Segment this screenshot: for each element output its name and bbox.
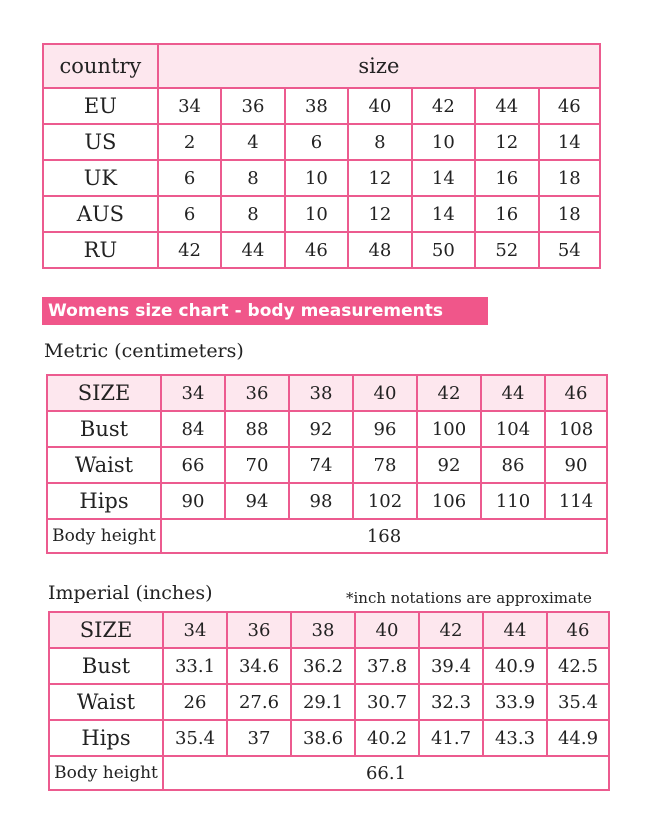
value-cell: 36.2 xyxy=(291,648,355,684)
metric-body-height-row xyxy=(47,519,607,553)
size-cell: 36 xyxy=(221,88,284,124)
size-cell: 54 xyxy=(539,232,600,268)
value-cell: 96 xyxy=(353,411,417,447)
value-cell: 34 xyxy=(161,375,225,411)
value-cell: 90 xyxy=(161,483,225,519)
imperial-size-row xyxy=(49,612,609,648)
value-cell: 40 xyxy=(353,375,417,411)
size-cell: 14 xyxy=(412,196,475,232)
row-label: Waist xyxy=(47,447,161,483)
metric-measurements-table xyxy=(46,374,608,554)
value-cell: 42 xyxy=(419,612,483,648)
size-cell: 42 xyxy=(158,232,221,268)
row-label: SIZE xyxy=(49,612,163,648)
value-cell: 32.3 xyxy=(419,684,483,720)
metric-heading: Metric (centimeters) xyxy=(44,340,244,362)
value-cell: 36 xyxy=(227,612,291,648)
size-cell: 14 xyxy=(412,160,475,196)
size-cell: 40 xyxy=(348,88,411,124)
value-cell: 46 xyxy=(545,375,607,411)
imperial-hips-row xyxy=(49,720,609,756)
body-height-value: 168 xyxy=(161,519,607,553)
value-cell: 44 xyxy=(481,375,545,411)
country-cell: RU xyxy=(43,232,158,268)
value-cell: 39.4 xyxy=(419,648,483,684)
value-cell: 40.2 xyxy=(355,720,419,756)
size-cell: 16 xyxy=(475,196,538,232)
size-cell: 50 xyxy=(412,232,475,268)
value-cell: 35.4 xyxy=(547,684,609,720)
row-label: Hips xyxy=(49,720,163,756)
value-cell: 38 xyxy=(291,612,355,648)
size-cell: 2 xyxy=(158,124,221,160)
value-cell: 37 xyxy=(227,720,291,756)
row-label: SIZE xyxy=(47,375,161,411)
value-cell: 98 xyxy=(289,483,353,519)
size-header: size xyxy=(158,44,600,88)
conversion-row-us xyxy=(43,124,600,160)
value-cell: 106 xyxy=(417,483,481,519)
size-cell: 12 xyxy=(475,124,538,160)
value-cell: 92 xyxy=(289,411,353,447)
size-cell: 8 xyxy=(221,160,284,196)
value-cell: 74 xyxy=(289,447,353,483)
value-cell: 37.8 xyxy=(355,648,419,684)
size-cell: 38 xyxy=(285,88,348,124)
size-cell: 12 xyxy=(348,196,411,232)
value-cell: 90 xyxy=(545,447,607,483)
size-cell: 8 xyxy=(221,196,284,232)
size-cell: 44 xyxy=(475,88,538,124)
size-cell: 6 xyxy=(158,196,221,232)
body-height-label: Body height xyxy=(49,756,163,790)
value-cell: 38.6 xyxy=(291,720,355,756)
value-cell: 92 xyxy=(417,447,481,483)
country-cell: US xyxy=(43,124,158,160)
value-cell: 35.4 xyxy=(163,720,227,756)
value-cell: 102 xyxy=(353,483,417,519)
country-cell: EU xyxy=(43,88,158,124)
value-cell: 46 xyxy=(547,612,609,648)
value-cell: 86 xyxy=(481,447,545,483)
value-cell: 88 xyxy=(225,411,289,447)
conversion-row-aus xyxy=(43,196,600,232)
value-cell: 34.6 xyxy=(227,648,291,684)
value-cell: 33.9 xyxy=(483,684,547,720)
size-cell: 10 xyxy=(412,124,475,160)
value-cell: 36 xyxy=(225,375,289,411)
size-cell: 10 xyxy=(285,196,348,232)
imperial-measurements-table xyxy=(48,611,610,791)
country-cell: AUS xyxy=(43,196,158,232)
value-cell: 40 xyxy=(355,612,419,648)
imperial-body-height-row xyxy=(49,756,609,790)
value-cell: 44 xyxy=(483,612,547,648)
imperial-note: *inch notations are approximate xyxy=(346,589,592,607)
size-cell: 44 xyxy=(221,232,284,268)
size-cell: 42 xyxy=(412,88,475,124)
size-conversion-table xyxy=(42,43,601,269)
size-cell: 14 xyxy=(539,124,600,160)
size-cell: 46 xyxy=(539,88,600,124)
size-cell: 18 xyxy=(539,196,600,232)
value-cell: 26 xyxy=(163,684,227,720)
section-title: Womens size chart - body measurements xyxy=(42,297,488,325)
row-label: Bust xyxy=(49,648,163,684)
country-cell: UK xyxy=(43,160,158,196)
value-cell: 104 xyxy=(481,411,545,447)
size-cell: 8 xyxy=(348,124,411,160)
value-cell: 94 xyxy=(225,483,289,519)
value-cell: 100 xyxy=(417,411,481,447)
size-cell: 18 xyxy=(539,160,600,196)
value-cell: 33.1 xyxy=(163,648,227,684)
value-cell: 43.3 xyxy=(483,720,547,756)
value-cell: 84 xyxy=(161,411,225,447)
size-cell: 34 xyxy=(158,88,221,124)
value-cell: 34 xyxy=(163,612,227,648)
value-cell: 44.9 xyxy=(547,720,609,756)
row-label: Hips xyxy=(47,483,161,519)
imperial-heading: Imperial (inches) xyxy=(48,582,213,604)
value-cell: 110 xyxy=(481,483,545,519)
conversion-row-eu xyxy=(43,88,600,124)
size-cell: 6 xyxy=(285,124,348,160)
imperial-bust-row xyxy=(49,648,609,684)
value-cell: 78 xyxy=(353,447,417,483)
value-cell: 38 xyxy=(289,375,353,411)
value-cell: 29.1 xyxy=(291,684,355,720)
value-cell: 42.5 xyxy=(547,648,609,684)
value-cell: 70 xyxy=(225,447,289,483)
value-cell: 30.7 xyxy=(355,684,419,720)
size-cell: 6 xyxy=(158,160,221,196)
value-cell: 66 xyxy=(161,447,225,483)
row-label: Waist xyxy=(49,684,163,720)
size-cell: 52 xyxy=(475,232,538,268)
value-cell: 108 xyxy=(545,411,607,447)
size-cell: 4 xyxy=(221,124,284,160)
metric-bust-row xyxy=(47,411,607,447)
metric-hips-row xyxy=(47,483,607,519)
conversion-row-uk xyxy=(43,160,600,196)
size-cell: 46 xyxy=(285,232,348,268)
imperial-waist-row xyxy=(49,684,609,720)
body-height-value: 66.1 xyxy=(163,756,609,790)
size-cell: 12 xyxy=(348,160,411,196)
value-cell: 41.7 xyxy=(419,720,483,756)
metric-size-row xyxy=(47,375,607,411)
size-cell: 16 xyxy=(475,160,538,196)
value-cell: 40.9 xyxy=(483,648,547,684)
conversion-row-ru xyxy=(43,232,600,268)
value-cell: 42 xyxy=(417,375,481,411)
conversion-header-row xyxy=(43,44,600,88)
size-cell: 10 xyxy=(285,160,348,196)
metric-waist-row xyxy=(47,447,607,483)
country-header: country xyxy=(43,44,158,88)
value-cell: 114 xyxy=(545,483,607,519)
body-height-label: Body height xyxy=(47,519,161,553)
size-cell: 48 xyxy=(348,232,411,268)
value-cell: 27.6 xyxy=(227,684,291,720)
row-label: Bust xyxy=(47,411,161,447)
